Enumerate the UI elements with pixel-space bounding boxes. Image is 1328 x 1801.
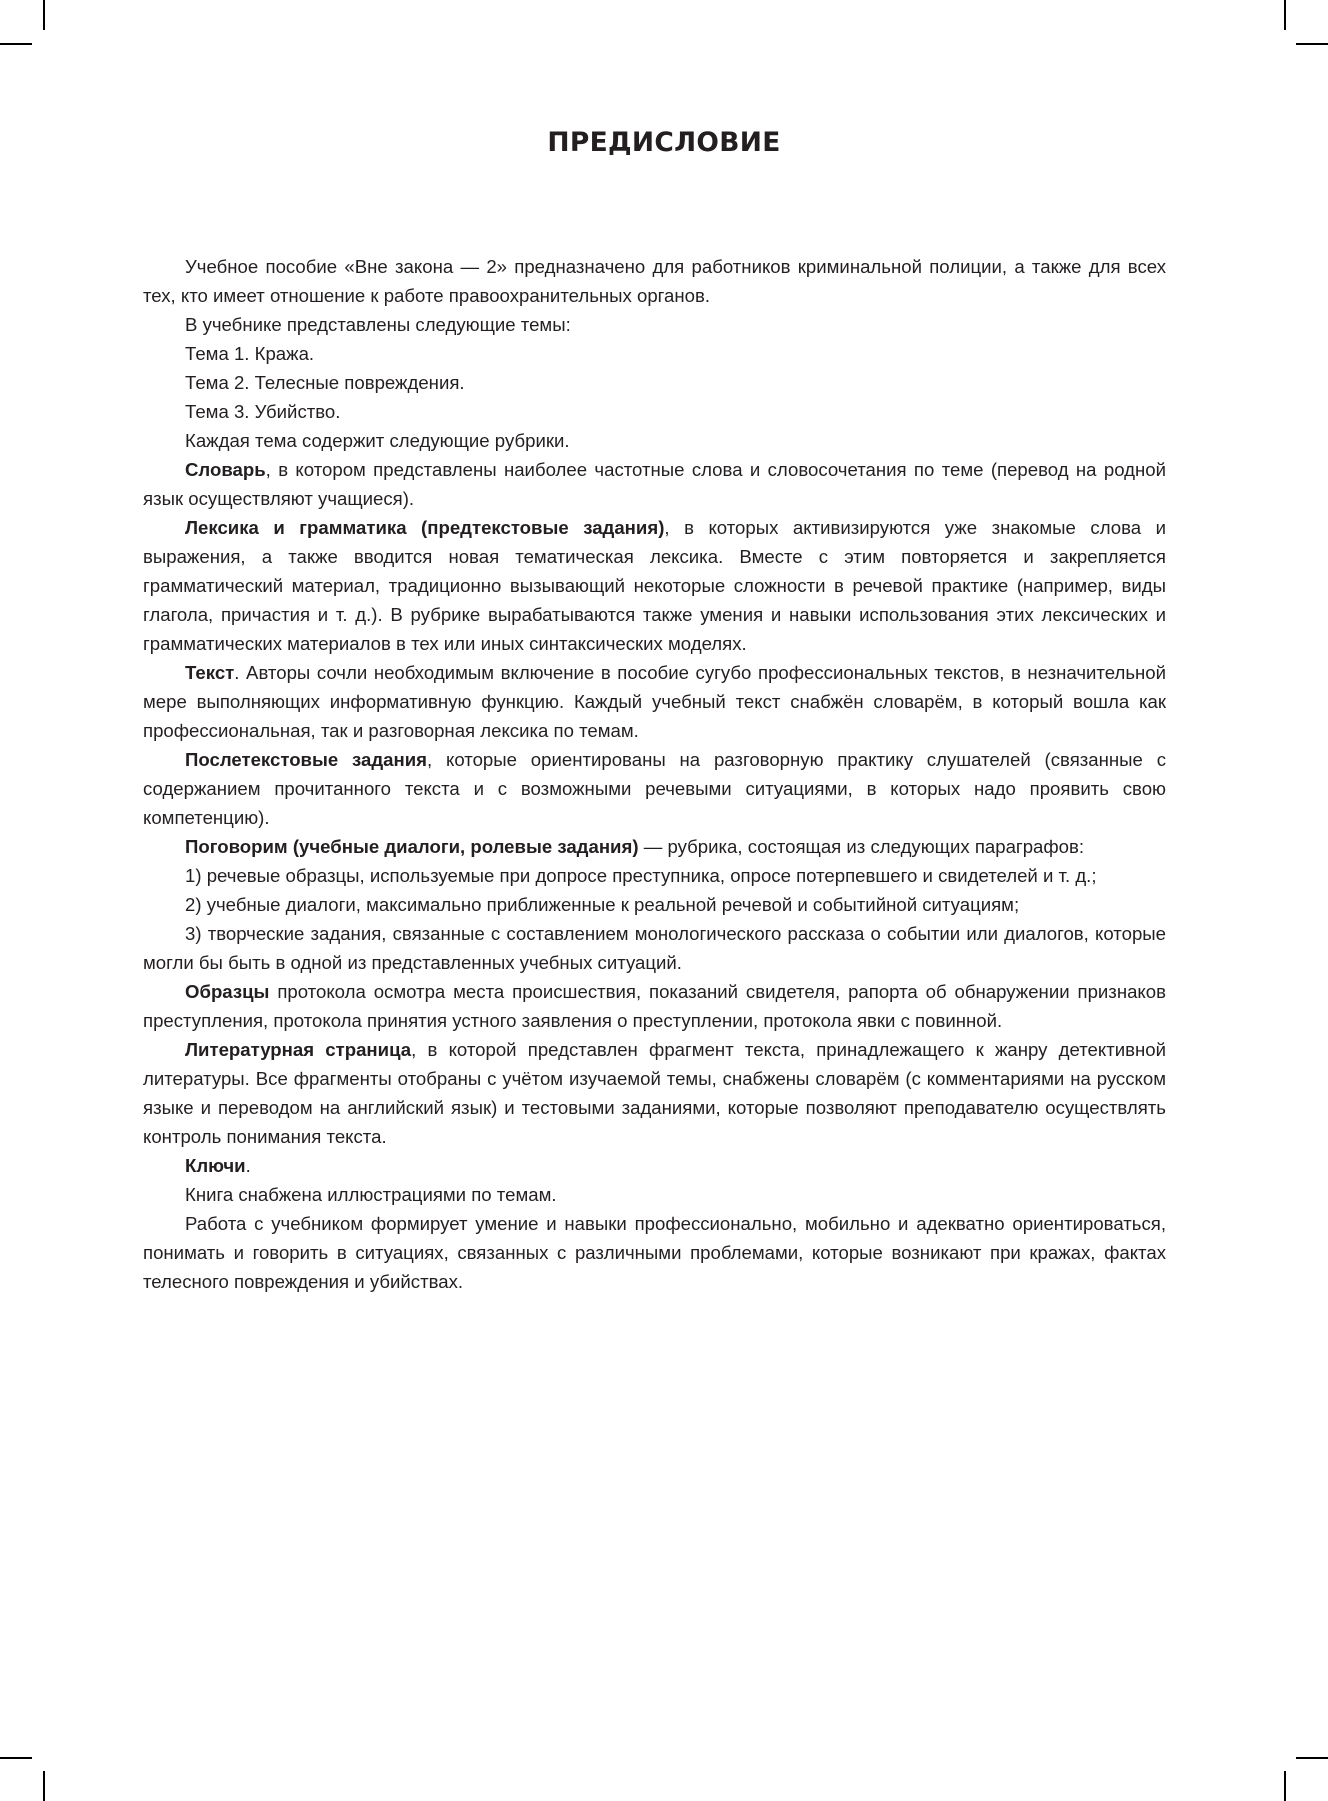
- preface-body: [143, 252, 1166, 1296]
- paragraph-bold: Лексика и грамматика (предтекстовые задания): [185, 517, 665, 538]
- paragraph-bold: Литературная страница: [185, 1039, 412, 1060]
- paragraph-bold: Словарь: [185, 459, 266, 480]
- paragraph-bold: Текст: [185, 662, 235, 683]
- crop-mark-bottom-right-vertical: [1284, 1771, 1286, 1801]
- paragraph: [143, 1180, 1166, 1209]
- paragraph: [143, 1151, 1166, 1180]
- paragraph-text: , в котором представлены наиболее частотные слова и словосочетания по теме (перевод на родной язык осуществляют учащиеся).: [143, 459, 1166, 509]
- paragraph: [143, 426, 1166, 455]
- paragraph-text: Каждая тема содержит следующие рубрики.: [185, 430, 570, 451]
- page-title: ПРЕДИСЛОВИЕ: [547, 127, 781, 158]
- crop-mark-top-left-horizontal: [0, 43, 32, 45]
- paragraph-text: , в которой представлен фрагмент текста, принадлежащего к жанру детективной литературы. Все фрагменты отобраны с учётом изучаемой темы, снабжены словарём (с комментариями на русском языке и переводом на английский язык) и тестовыми заданиями, которые позволяют преподавателю осуществлять контроль понимания текста.: [143, 1039, 1166, 1147]
- paragraph-text: Книга снабжена иллюстрациями по темам.: [185, 1184, 557, 1205]
- paragraph-text: , в которых активизируются уже знакомые слова и выражения, а также вводится новая тематическая лексика. Вместе с этим повторяется и закрепляется грамматический материал, традиционно вызывающий некоторые сложности в речевой практике (например, виды глагола, причастия и т. д.). В рубрике вырабатываются также умения и навыки использования этих лексических и грамматических материалов в тех или иных синтаксических моделях.: [143, 517, 1166, 654]
- paragraph-bold: Образцы: [185, 981, 270, 1002]
- paragraph-text: 3) творческие задания, связанные с составлением монологического рассказа о событии или диалогов, которые могли бы быть в одной из представленных учебных ситуаций.: [143, 923, 1166, 973]
- crop-mark-top-left-vertical: [43, 0, 45, 30]
- paragraph: [143, 368, 1166, 397]
- crop-mark-bottom-right-horizontal: [1296, 1757, 1328, 1759]
- paragraph: [143, 397, 1166, 426]
- paragraph-text: . Авторы сочли необходимым включение в пособие сугубо профессиональных текстов, в незначительной мере выполняющих информативную функцию. Каждый учебный текст снабжён словарём, в который вошла как профессиональная, так и разговорная лексика по темам.: [143, 662, 1166, 741]
- paragraph-text: Тема 3. Убийство.: [185, 401, 341, 422]
- paragraph-text: .: [245, 1155, 251, 1176]
- paragraph: [143, 919, 1166, 977]
- paragraph: [143, 1035, 1166, 1151]
- paragraph-text: 1) речевые образцы, используемые при допросе преступника, опросе потерпевшего и свидетелей и т. д.;: [185, 865, 1097, 886]
- paragraph-text: Тема 2. Телесные повреждения.: [185, 372, 465, 393]
- paragraph: [143, 977, 1166, 1035]
- paragraph: [143, 310, 1166, 339]
- paragraph-text: Работа с учебником формирует умение и навыки профессионально, мобильно и адекватно ориентироваться, понимать и говорить в ситуациях, связанных с различными проблемами, которые возникают при кражах, фактах телесного повреждения и убийствах.: [143, 1213, 1166, 1292]
- paragraph-text: протокола осмотра места происшествия, показаний свидетеля, рапорта об обнаружении признаков преступления, протокола принятия устного заявления о преступлении, протокола явки с повинной.: [143, 981, 1166, 1031]
- crop-mark-top-right-horizontal: [1296, 43, 1328, 45]
- paragraph: [143, 513, 1166, 658]
- paragraph: [143, 745, 1166, 832]
- paragraph-text: Тема 1. Кража.: [185, 343, 315, 364]
- paragraph-text: 2) учебные диалоги, максимально приближенные к реальной речевой и событийной ситуациям;: [185, 894, 1020, 915]
- paragraph: [143, 890, 1166, 919]
- paragraph: [143, 252, 1166, 310]
- paragraph-text: — рубрика, состоящая из следующих параграфов:: [638, 836, 1085, 857]
- crop-mark-top-right-vertical: [1284, 0, 1286, 30]
- paragraph: [143, 455, 1166, 513]
- paragraph-text: В учебнике представлены следующие темы:: [185, 314, 571, 335]
- paragraph: [143, 339, 1166, 368]
- paragraph: [143, 658, 1166, 745]
- paragraph-bold: Поговорим (учебные диалоги, ролевые задания): [185, 836, 639, 857]
- crop-mark-bottom-left-vertical: [43, 1771, 45, 1801]
- paragraph-text: , которые ориентированы на разговорную практику слушателей (связанные с содержанием прочитанного текста и с возможными речевыми ситуациями, в которых надо проявить свою компетенцию).: [143, 749, 1166, 828]
- paragraph-bold: Ключи: [185, 1155, 246, 1176]
- paragraph-bold: Послетекстовые задания: [185, 749, 428, 770]
- paragraph: [143, 1209, 1166, 1296]
- paragraph-text: Учебное пособие «Вне закона — 2» предназначено для работников криминальной полиции, а также для всех тех, кто имеет отношение к работе правоохранительных органов.: [143, 256, 1166, 306]
- paragraph: [143, 832, 1166, 861]
- paragraph: [143, 861, 1166, 890]
- crop-mark-bottom-left-horizontal: [0, 1757, 32, 1759]
